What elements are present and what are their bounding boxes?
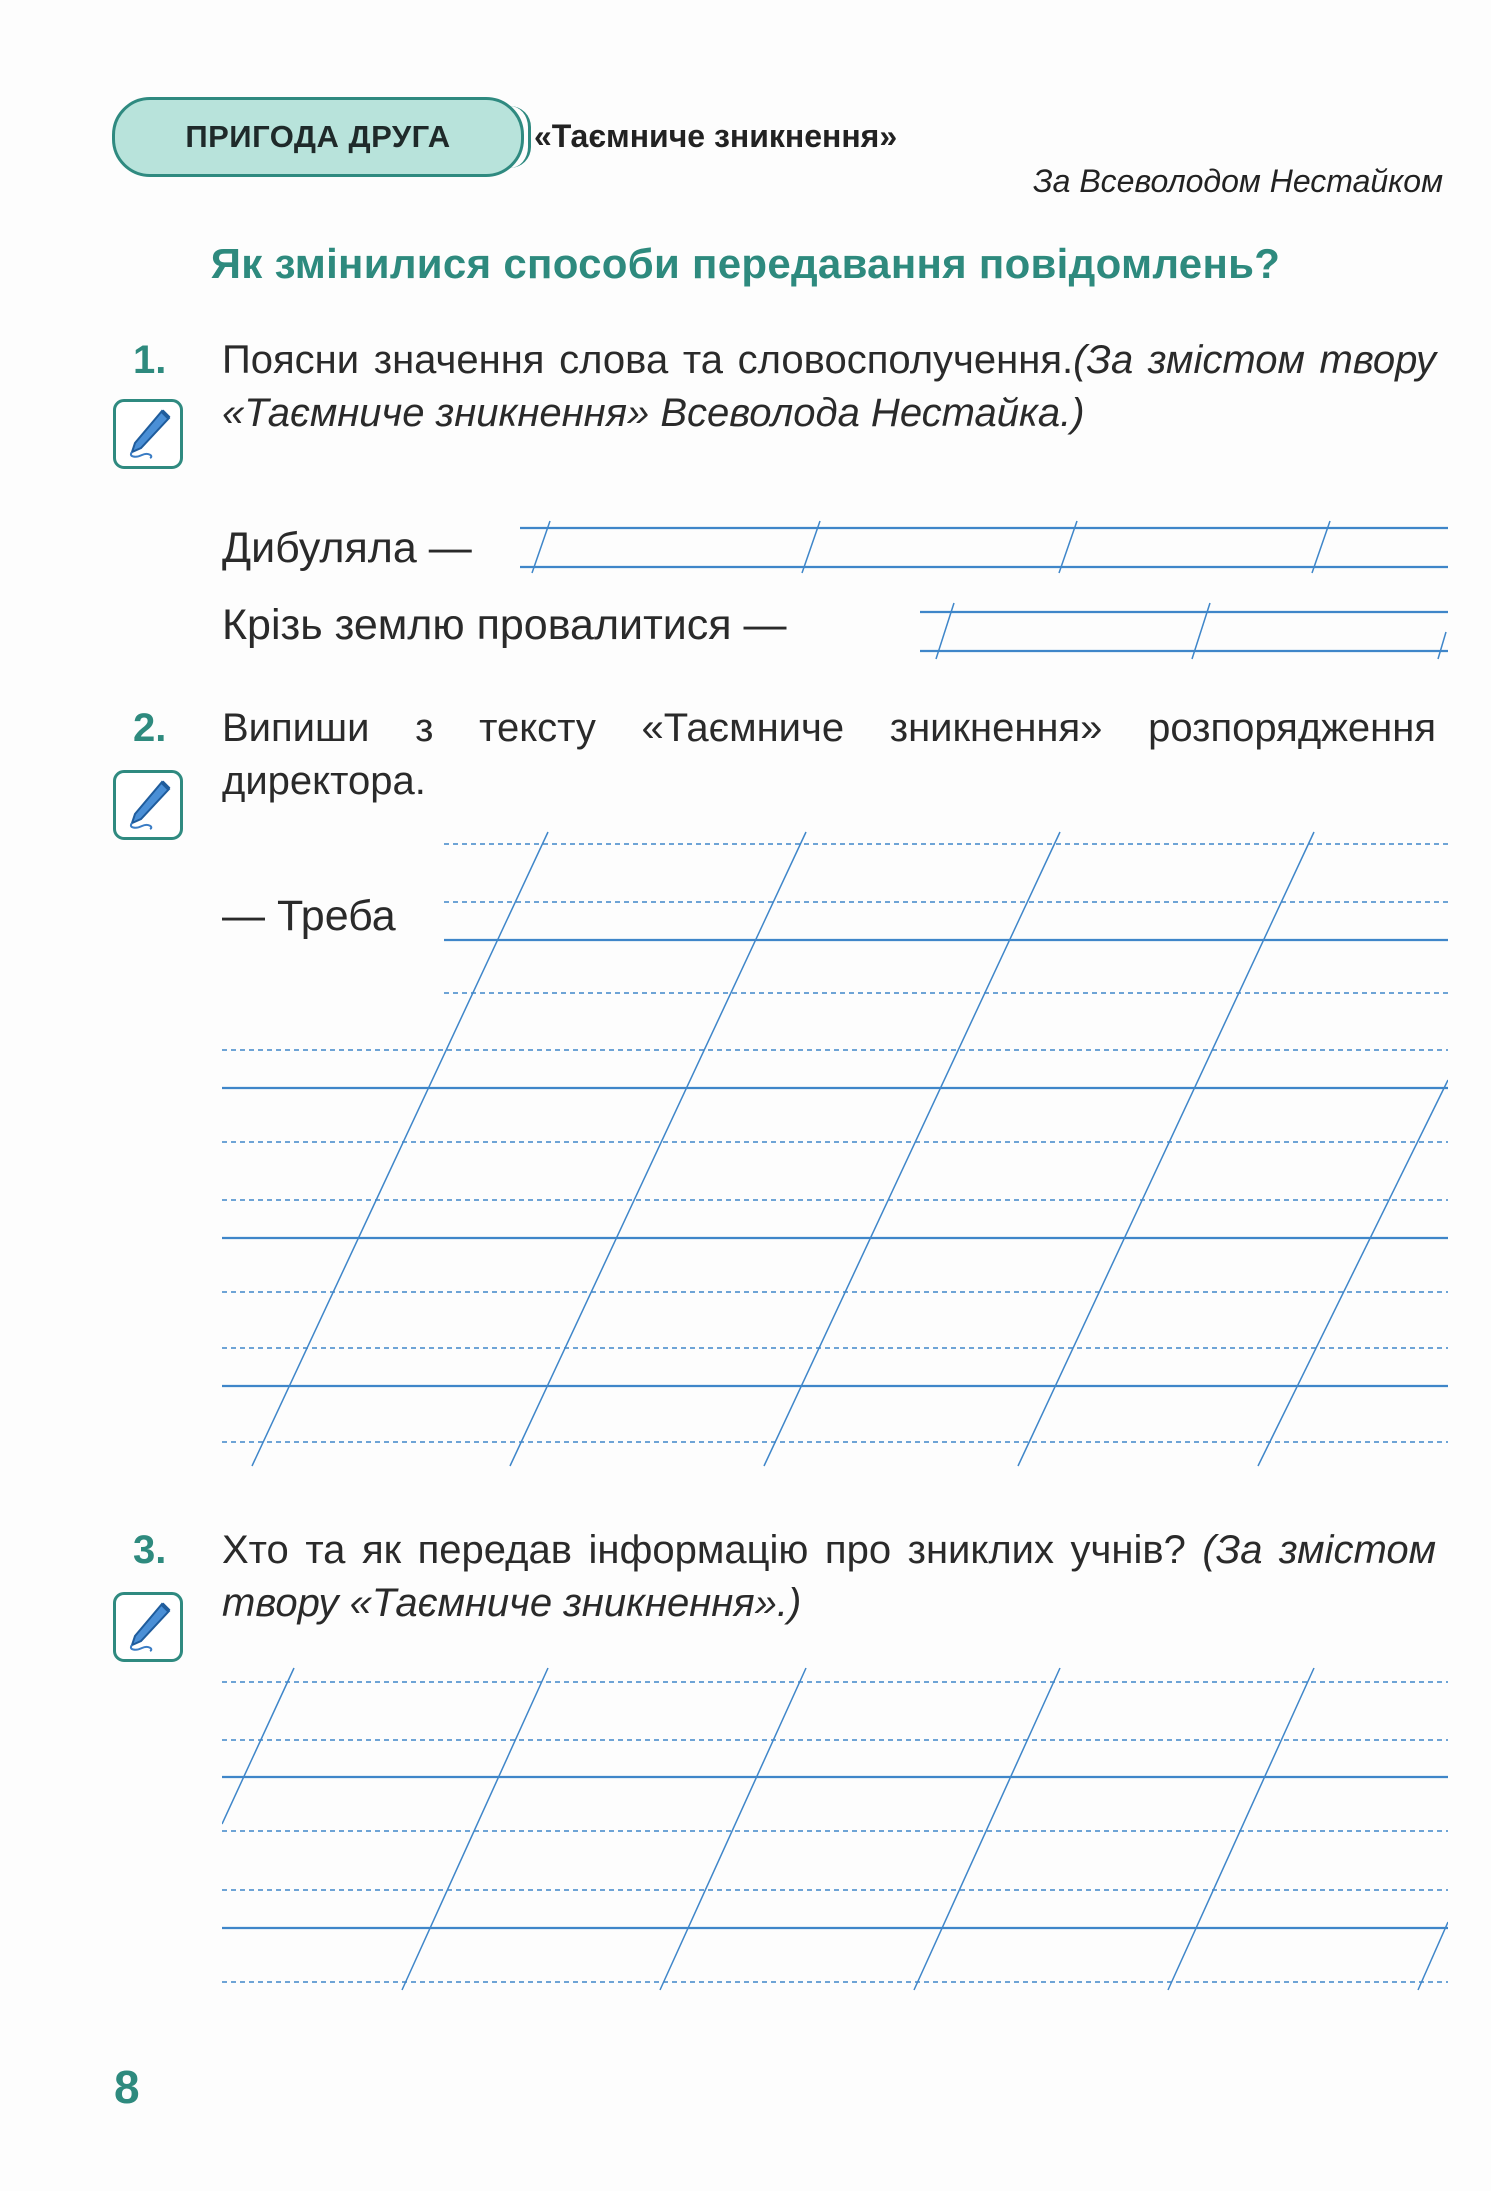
prompt-treba: — Треба <box>222 892 396 940</box>
prompt-kriz-zemlyu: Крізь землю провалитися — <box>222 601 787 649</box>
task-1-source-note: (За змістом твору «Таємниче зникнення» Всеволода Нестайка.) <box>222 338 1437 435</box>
page-number: 8 <box>114 2061 140 2113</box>
writing-grid-task-2[interactable] <box>222 830 1448 1470</box>
writing-lines-kriz-zemlyu[interactable] <box>920 600 1448 660</box>
story-author: За Всеволодом Нестайком <box>1033 163 1443 199</box>
writing-grid-task-3[interactable] <box>222 1664 1448 2014</box>
task-3-source-note: (За змістом твору «Таємниче зникнення».) <box>222 1528 1437 1625</box>
badge-bracket-decoration <box>510 106 531 168</box>
task-2-number: 2. <box>133 706 167 750</box>
adventure-label: ПРИГОДА ДРУГА <box>185 119 451 154</box>
task-1-text <box>222 334 1436 440</box>
task-1-number: 1. <box>133 338 167 382</box>
section-heading: Як змінилися способи передавання повідомлень? <box>210 240 1281 287</box>
prompt-dybulyala: Дибуляла — <box>222 524 472 572</box>
task-3-instruction: Хто та як передав інформацію про зниклих учнів? <box>222 1528 1186 1572</box>
story-title: «Таємниче зникнення» <box>534 118 898 154</box>
pen-icon <box>116 773 180 837</box>
task-1-pen-icon <box>113 399 183 469</box>
task-3-number: 3. <box>133 1528 167 1572</box>
pen-icon <box>116 402 180 466</box>
adventure-badge <box>112 97 524 177</box>
task-1-instruction: Поясни значення слова та словосполучення. <box>222 338 1074 382</box>
task-2-pen-icon <box>113 770 183 840</box>
writing-lines-dybulyala[interactable] <box>520 516 1448 576</box>
task-3-pen-icon <box>113 1592 183 1662</box>
task-2-text: Випиши з тексту «Таємниче зникнення» розпорядження директора. <box>222 706 1436 803</box>
pen-icon <box>116 1595 180 1659</box>
task-3-text <box>222 1524 1436 1630</box>
